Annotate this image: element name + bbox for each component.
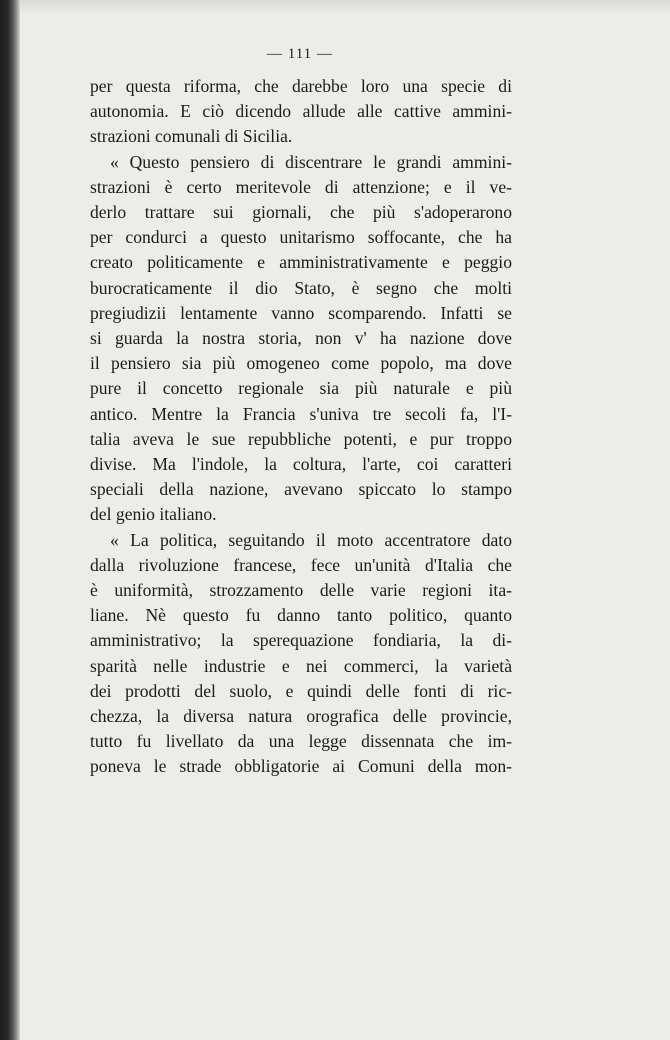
text-line: dei prodotti del suolo, e quindi delle fonti di ric- [90, 680, 512, 701]
text-line: divise. Ma l'indole, la coltura, l'arte, coi caratteri [90, 454, 512, 475]
text-line: si guarda la nostra storia, non v' ha nazione dove [90, 328, 512, 349]
text-line: talia aveva le sue repubbliche potenti, e pur troppo [90, 428, 512, 449]
page-number: — 111 — [267, 46, 333, 62]
text-line: per questa riforma, che darebbe loro una specie di [90, 76, 512, 96]
text-line: derlo trattare sui giornali, che più s'adoperarono [90, 202, 512, 223]
text-line: del genio italiano. [90, 504, 217, 525]
text-line: strazioni è certo meritevole di attenzione; e il ve- [90, 176, 512, 197]
text-line: pure il concetto regionale sia più naturale e più [90, 378, 512, 399]
text-line: antico. Mentre la Francia s'univa tre secoli fa, l'I- [90, 403, 512, 424]
text-line: chezza, la diversa natura orografica delle provincie, [90, 706, 512, 727]
text-line: pregiudizii lentamente vanno scomparendo. Infatti se [90, 302, 512, 323]
body-text [90, 74, 512, 780]
text-line: burocraticamente il dio Stato, è segno che molti [90, 277, 512, 298]
text-line: il pensiero sia più omogeneo come popolo, ma dove [90, 353, 512, 374]
text-line-indented: « Questo pensiero di discentrare le grandi ammini- [110, 151, 512, 172]
text-line: poneva le strade obbligatorie ai Comuni della mon- [90, 756, 512, 777]
text-line-indented: « La politica, seguitando il moto accentratore dato [110, 529, 512, 550]
text-line: speciali della nazione, avevano spiccato lo stampo [90, 479, 512, 500]
text-line: tutto fu livellato da una legge dissennata che im- [90, 731, 512, 752]
text-line: sparità nelle industrie e nei commerci, la varietà [90, 655, 512, 676]
text-line: liane. Nè questo fu danno tanto politico, quanto [90, 605, 512, 626]
text-line: è uniformità, strozzamento delle varie regioni ita- [90, 580, 512, 601]
text-line: autonomia. E ciò dicendo allude alle cattive ammini- [90, 101, 512, 122]
text-line: amministrativo; la sperequazione fondiaria, la di- [90, 630, 512, 651]
page-top-shadow [20, 0, 670, 14]
text-line: strazioni comunali di Sicilia. [90, 126, 293, 147]
text-line: dalla rivoluzione francese, fece un'unità d'Italia che [90, 554, 512, 575]
page-binding-edge [0, 0, 20, 1040]
text-line: per condurci a questo unitarismo soffocante, che ha [90, 227, 512, 248]
text-line: creato politicamente e amministrativamente e peggio [90, 252, 512, 273]
